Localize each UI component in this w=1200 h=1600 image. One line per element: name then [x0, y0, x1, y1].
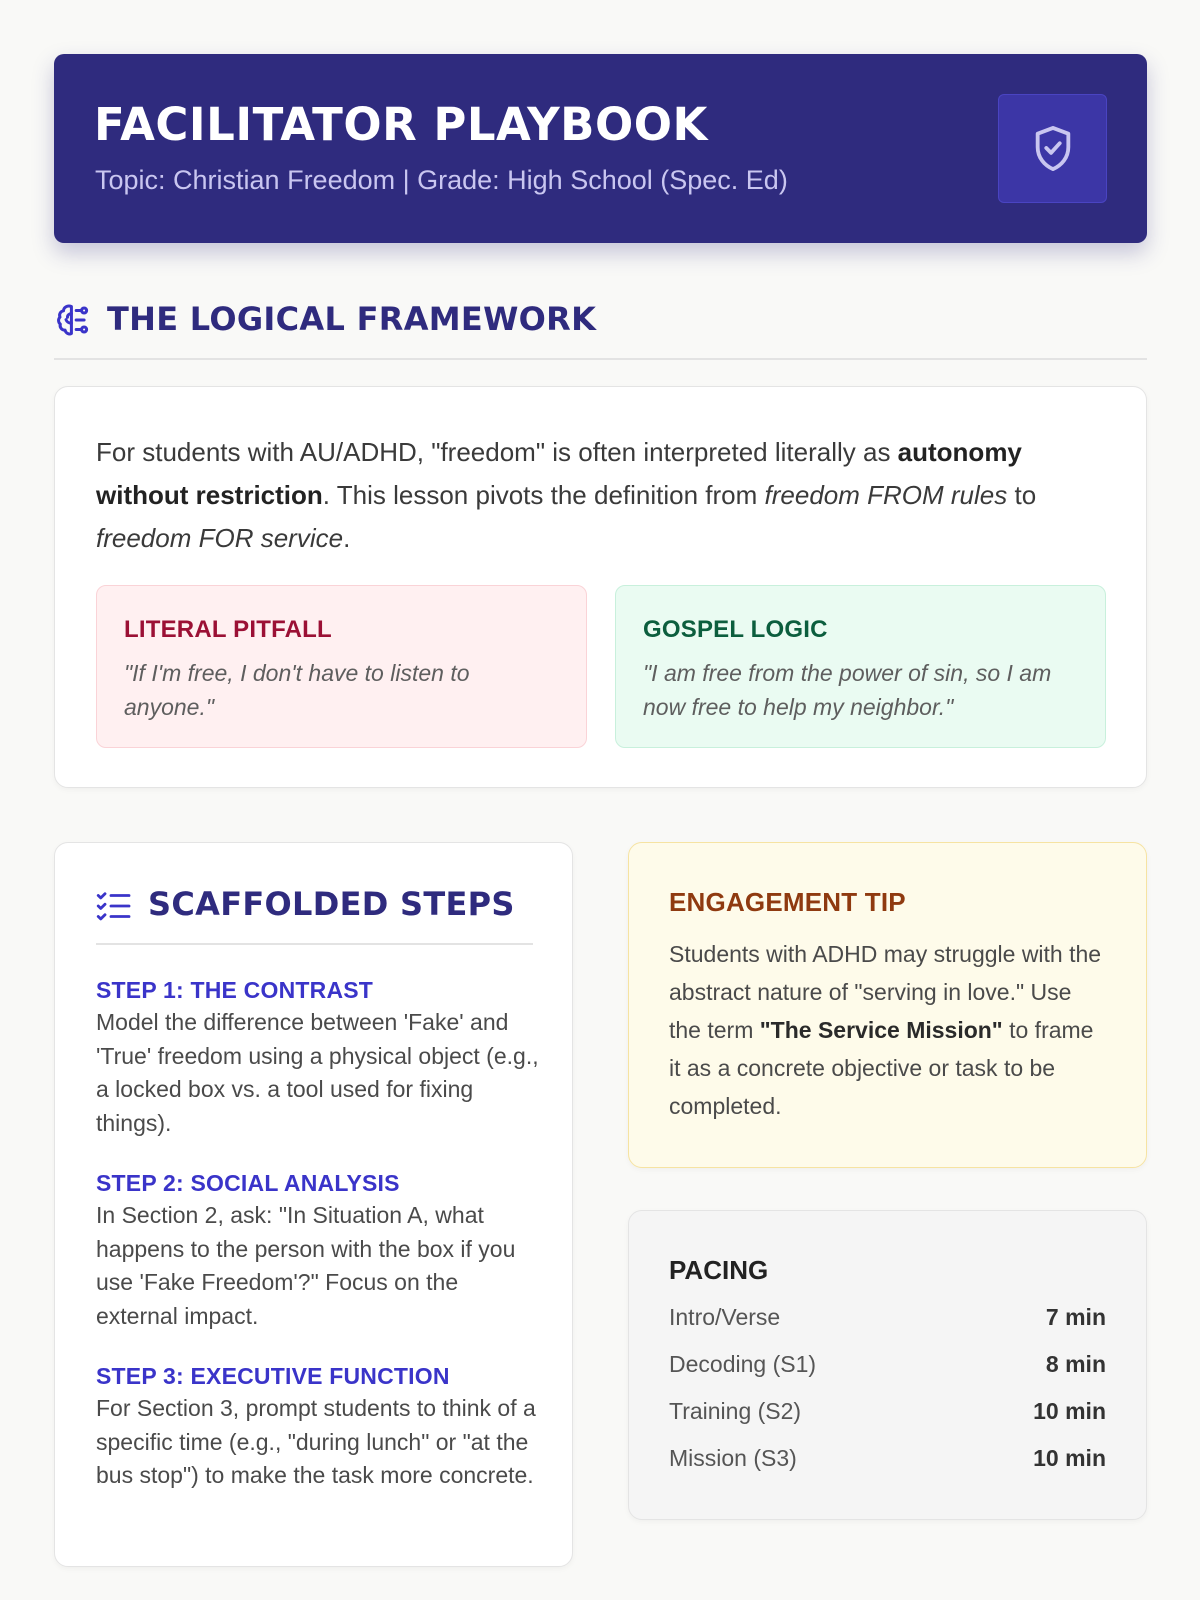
gospel-title: GOSPEL LOGIC — [643, 616, 828, 643]
header-banner — [54, 54, 1147, 243]
step-item — [96, 1360, 541, 1493]
framework-intro — [96, 431, 1096, 560]
steps-heading: SCAFFOLDED STEPS — [148, 885, 515, 923]
scaffolded-steps-card — [54, 842, 573, 1567]
brain-icon — [54, 301, 92, 339]
framework-card — [54, 386, 1147, 788]
pacing-value: 10 min — [1033, 1445, 1106, 1471]
gospel-logic-box — [615, 585, 1106, 748]
intro-emphasis: freedom FOR service — [96, 523, 344, 553]
step-body: Model the difference between 'Fake' and 'True' freedom using a physical object (e.g., a locked box vs. a tool used for fixing things). — [96, 1009, 539, 1136]
pacing-row — [669, 1398, 1106, 1428]
step-body: In Section 2, ask: "In Situation A, what happens to the person with the box if you use 'Fake Freedom'?" Focus on the external impact. — [96, 1202, 516, 1329]
intro-text: For students with AU/ADHD, "freedom" is often interpreted literally as — [96, 437, 898, 467]
pacing-value: 10 min — [1033, 1398, 1106, 1424]
intro-emphasis: freedom FROM rules — [764, 480, 1008, 510]
shield-badge — [998, 94, 1107, 203]
steps-header — [96, 883, 533, 945]
framework-section-header — [54, 298, 1147, 360]
step-body: For Section 3, prompt students to think of a specific time (e.g., "during lunch" or "at the bus stop") to make the task more concrete. — [96, 1395, 536, 1488]
pacing-label: Mission (S3) — [669, 1445, 797, 1471]
pacing-label: Training (S2) — [669, 1398, 802, 1424]
tip-title: ENGAGEMENT TIP — [669, 887, 906, 917]
step-title: STEP 2: SOCIAL ANALYSIS — [96, 1170, 400, 1196]
pacing-label: Decoding (S1) — [669, 1351, 817, 1377]
step-title: STEP 1: THE CONTRAST — [96, 977, 374, 1003]
intro-bold: autonomy without restriction — [96, 437, 1022, 510]
step-title: STEP 3: EXECUTIVE FUNCTION — [96, 1363, 450, 1389]
intro-text: . This lesson pivots the definition from — [322, 480, 765, 510]
step-item — [96, 1167, 541, 1333]
engagement-tip-card — [628, 842, 1147, 1168]
tip-bold: "The Service Mission" — [759, 1017, 1003, 1043]
page-subtitle: Topic: Christian Freedom | Grade: High School (Spec. Ed) — [95, 165, 788, 195]
pitfall-quote: "If I'm free, I don't have to listen to anyone." — [124, 660, 470, 720]
page-title: FACILITATOR PLAYBOOK — [94, 98, 708, 151]
pacing-row — [669, 1445, 1106, 1475]
pacing-value: 7 min — [1045, 1304, 1106, 1330]
step-item — [96, 974, 541, 1140]
tip-body — [669, 935, 1109, 1125]
pitfall-title: LITERAL PITFALL — [124, 616, 332, 643]
pacing-title: PACING — [669, 1255, 769, 1285]
pacing-card — [628, 1210, 1147, 1520]
tip-text: to frame it as a concrete objective or task to be completed. — [669, 1017, 1094, 1119]
framework-heading: THE LOGICAL FRAMEWORK — [107, 300, 597, 338]
tip-text: Students with ADHD may struggle with the abstract nature of "serving in love." Use the term — [669, 941, 1102, 1043]
pacing-label: Intro/Verse — [669, 1304, 781, 1330]
literal-pitfall-box — [96, 585, 587, 748]
pacing-row — [669, 1351, 1106, 1381]
pacing-value: 8 min — [1045, 1351, 1106, 1377]
shield-check-icon — [1030, 124, 1076, 174]
gospel-quote: "I am free from the power of sin, so I am now free to help my neighbor." — [643, 660, 1052, 720]
checklist-icon — [96, 891, 132, 921]
intro-text: . — [343, 523, 351, 553]
intro-text: to — [1007, 480, 1037, 510]
pacing-row — [669, 1304, 1106, 1334]
